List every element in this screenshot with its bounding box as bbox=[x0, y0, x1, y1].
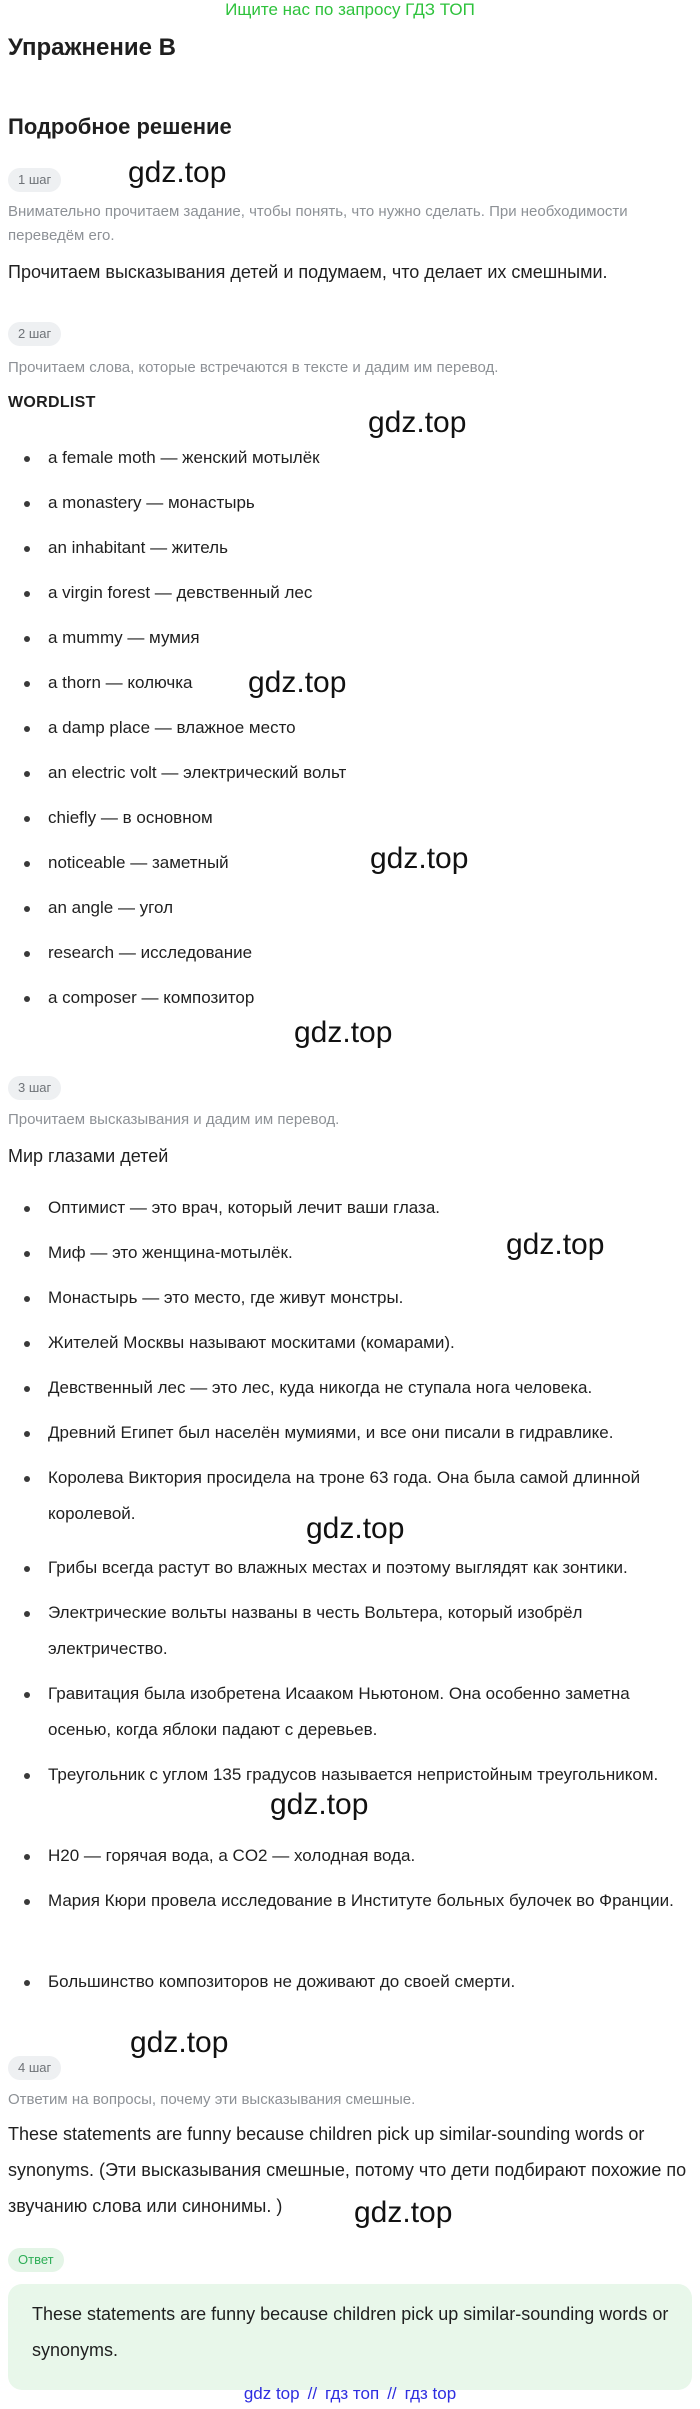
answer-text: These statements are funny because children pick up similar-sounding words or synonyms. bbox=[32, 2304, 669, 2360]
bullet-icon bbox=[24, 1431, 30, 1437]
answer-badge: Ответ bbox=[8, 2248, 64, 2272]
list-item-text: an electric volt — электрический вольт bbox=[48, 763, 347, 782]
top-banner[interactable]: Ищите нас по запросу ГДЗ ТОП bbox=[225, 0, 475, 19]
footer-link[interactable]: гдз top bbox=[404, 2384, 457, 2403]
step-2-badge: 2 шаг bbox=[8, 322, 61, 346]
bullet-icon bbox=[24, 1341, 30, 1347]
step-4-note: Ответим на вопросы, почему эти высказывания смешные. bbox=[8, 2091, 416, 2108]
watermark: gdz.top bbox=[128, 156, 227, 189]
bullet-icon bbox=[24, 636, 30, 642]
list-item-text: a mummy — мумия bbox=[48, 628, 200, 647]
bullet-icon bbox=[24, 1773, 30, 1779]
list-item-text: a monastery — монастырь bbox=[48, 493, 255, 512]
footer-separator: // bbox=[307, 2384, 318, 2403]
bullet-icon bbox=[24, 996, 30, 1002]
step-2-note: Прочитаем слова, которые встречаются в тексте и дадим им перевод. bbox=[8, 359, 499, 376]
watermark: gdz.top bbox=[506, 1228, 605, 1261]
bullet-icon bbox=[24, 771, 30, 777]
list-item-text: an inhabitant — житель bbox=[48, 538, 228, 557]
watermark: gdz.top bbox=[248, 666, 347, 699]
list-item-text: Королева Виктория просидела на троне 63 года. Она была самой длинной королевой. bbox=[48, 1468, 641, 1523]
watermark: gdz.top bbox=[306, 1512, 405, 1545]
list-item-text: a thorn — колючка bbox=[48, 673, 193, 692]
list-item-text: a composer — композитор bbox=[48, 988, 255, 1007]
bullet-icon bbox=[24, 1611, 30, 1617]
list-item-text: noticeable — заметный bbox=[48, 853, 229, 872]
bullet-icon bbox=[24, 726, 30, 732]
bullet-icon bbox=[24, 1251, 30, 1257]
bullet-icon bbox=[24, 951, 30, 957]
bullet-icon bbox=[24, 1566, 30, 1572]
answer-box bbox=[8, 2284, 692, 2390]
footer-separator: // bbox=[387, 2384, 397, 2403]
bullet-icon bbox=[24, 1854, 30, 1860]
list-item-text: a female moth — женский мотылёк bbox=[48, 448, 320, 467]
wordlist-heading: WORDLIST bbox=[8, 394, 96, 411]
watermark: gdz.top bbox=[294, 1016, 393, 1049]
step-3-note: Прочитаем высказывания и дадим им перевод. bbox=[8, 1111, 340, 1128]
list-item-text: chiefly — в основном bbox=[48, 808, 213, 827]
step-1-note: Внимательно прочитаем задание, чтобы понять, что нужно сделать. При необходимости переведём его. bbox=[8, 203, 628, 244]
bullet-icon bbox=[24, 906, 30, 912]
bullet-icon bbox=[24, 591, 30, 597]
step-3-badge: 3 шаг bbox=[8, 1076, 61, 1100]
list-item-text: Мария Кюри провела исследование в Институте больных булочек во Франции. bbox=[48, 1891, 674, 1910]
bullet-icon bbox=[24, 861, 30, 867]
bullet-icon bbox=[24, 1476, 30, 1482]
list-item-text: Жителей Москвы называют москитами (комарами). bbox=[48, 1333, 455, 1352]
bullet-icon bbox=[24, 1980, 30, 1986]
bullet-icon bbox=[24, 1296, 30, 1302]
list-item-text: Девственный лес — это лес, куда никогда не ступала нога человека. bbox=[48, 1378, 593, 1397]
watermark: gdz.top bbox=[130, 2026, 229, 2059]
list-item-text: H20 — горячая вода, а CO2 — холодная вода. bbox=[48, 1846, 416, 1865]
list-item-text: Треугольник с углом 135 градусов называется непристойным треугольником. bbox=[48, 1765, 659, 1784]
bullet-icon bbox=[24, 456, 30, 462]
bullet-icon bbox=[24, 1206, 30, 1212]
bullet-icon bbox=[24, 546, 30, 552]
bullet-icon bbox=[24, 1692, 30, 1698]
list-item-text: Миф — это женщина-мотылёк. bbox=[48, 1243, 293, 1262]
list-item-text: Электрические вольты названы в честь Вольтера, который изобрёл электричество. bbox=[48, 1603, 583, 1658]
watermark: gdz.top bbox=[270, 1788, 369, 1821]
watermark: gdz.top bbox=[354, 2196, 453, 2229]
list-item-text: research — исследование bbox=[48, 943, 253, 962]
list-item-text: Монастырь — это место, где живут монстры. bbox=[48, 1288, 404, 1307]
list-item-text: Грибы всегда растут во влажных местах и поэтому выглядят как зонтики. bbox=[48, 1558, 628, 1577]
bullet-icon bbox=[24, 1386, 30, 1392]
footer-links bbox=[0, 2384, 700, 2404]
list-item-text: a damp place — влажное место bbox=[48, 718, 296, 737]
list-item-text: Древний Египет был населён мумиями, и все они писали в гидравлике. bbox=[48, 1423, 614, 1442]
footer-link[interactable]: гдз топ bbox=[325, 2384, 380, 2403]
footer-link[interactable]: gdz top bbox=[243, 2384, 300, 2403]
step-4-badge: 4 шаг bbox=[8, 2056, 61, 2080]
step-4-text: These statements are funny because children pick up similar-sounding words or synonyms. (Эти высказывания смешные, потому что дети подбирают похожие по звучанию слова или синонимы. ) bbox=[8, 2124, 687, 2216]
step-1-badge: 1 шаг bbox=[8, 168, 61, 192]
list-item-text: an angle — угол bbox=[48, 898, 174, 917]
list-item-text: Большинство композиторов не доживают до своей смерти. bbox=[48, 1972, 516, 1991]
page-title: Упражнение B bbox=[8, 34, 176, 61]
list-item-text: Оптимист — это врач, который лечит ваши глаза. bbox=[48, 1198, 441, 1217]
watermark: gdz.top bbox=[368, 406, 467, 439]
list-item-text: Гравитация была изобретена Исааком Ньютоном. Она особенно заметна осенью, когда яблоки падают с деревьев. bbox=[48, 1684, 630, 1739]
bullet-icon bbox=[24, 816, 30, 822]
watermark: gdz.top bbox=[370, 842, 469, 875]
bullet-icon bbox=[24, 501, 30, 507]
step-1-text: Прочитаем высказывания детей и подумаем, что делает их смешными. bbox=[8, 262, 608, 282]
bullet-icon bbox=[24, 681, 30, 687]
bullet-icon bbox=[24, 1899, 30, 1905]
section-title: Подробное решение bbox=[8, 114, 232, 139]
step-3-heading: Мир глазами детей bbox=[8, 1146, 169, 1166]
list-item-text: a virgin forest — девственный лес bbox=[48, 583, 313, 602]
